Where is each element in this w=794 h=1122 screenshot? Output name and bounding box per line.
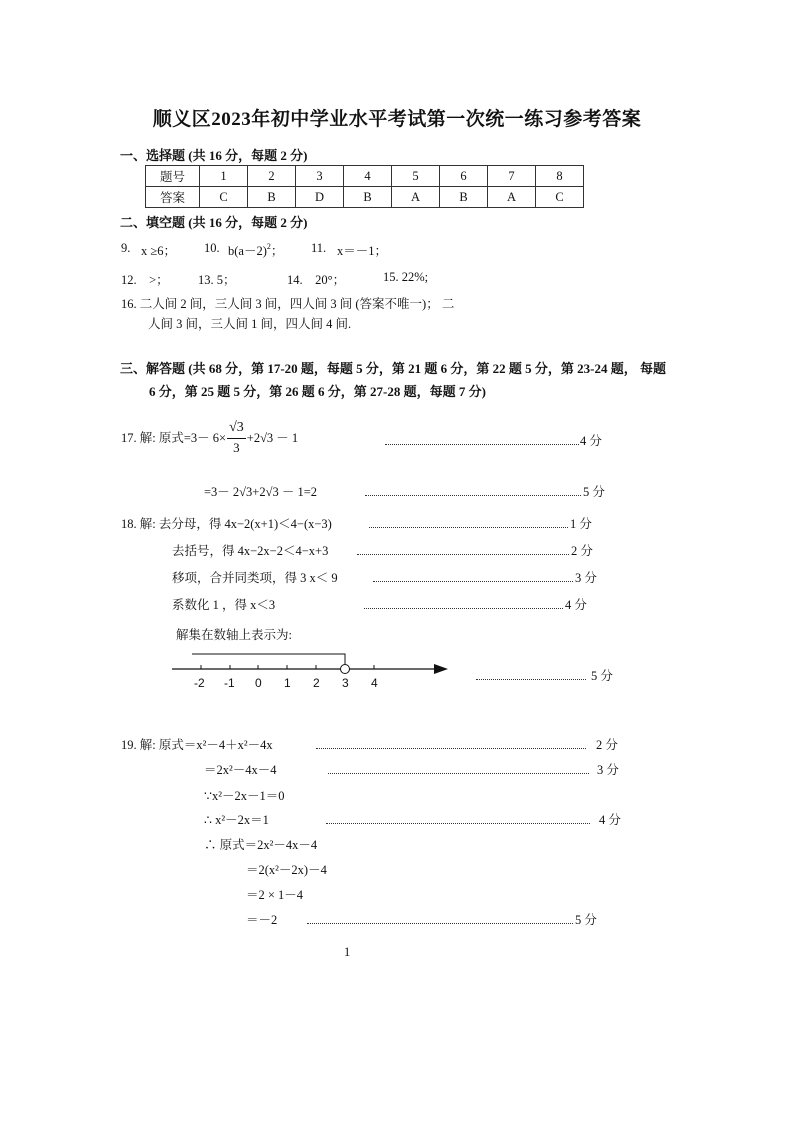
question-number: 6 (440, 166, 488, 187)
q19-score8: 5 分 (575, 913, 597, 927)
q19-score2: 3 分 (597, 763, 619, 777)
section2-heading: 二、填空题 (共 16 分，每题 2 分) (120, 215, 308, 230)
tick-label: 0 (255, 676, 262, 690)
q18-line3: 移项，合并同类项，得 3 x＜ 9 (172, 571, 338, 585)
score-leader (373, 581, 573, 582)
page-title: 顺义区2023年初中学业水平考试第一次统一练习参考答案 (152, 109, 642, 130)
q19-score4: 4 分 (599, 813, 621, 827)
tick-label: -1 (224, 676, 235, 690)
answer-cell: B (344, 187, 392, 208)
score-leader (328, 773, 589, 774)
tick-label: 1 (284, 676, 291, 690)
question-number: 5 (392, 166, 440, 187)
q18-line2: 去括号，得 4x−2x−2＜4−x+3 (172, 544, 329, 558)
q18-score1: 1 分 (570, 517, 592, 531)
score-leader (326, 823, 590, 824)
table-row (146, 187, 584, 208)
q19-line8: ＝－2 (246, 913, 278, 927)
question-number: 4 (344, 166, 392, 187)
score-leader (385, 444, 579, 445)
q17-score2: 5 分 (583, 485, 605, 499)
answer-11: x＝－1； (337, 244, 388, 258)
answer-cell: A (392, 187, 440, 208)
q18-line4: 系数化 1 ，得 x＜3 (172, 598, 276, 612)
page-number: 1 (344, 945, 351, 959)
question-number: 3 (296, 166, 344, 187)
q17-rest: +2√3 － 1 (246, 431, 299, 445)
tick-label: 3 (342, 676, 349, 690)
answer-cell: C (200, 187, 248, 208)
q18-line1: 18. 解: 去分母，得 4x−2(x+1)＜4−(x−3) (121, 517, 332, 531)
score-leader (357, 554, 569, 555)
score-leader (365, 495, 581, 496)
question-number: 8 (536, 166, 584, 187)
answer-table (145, 165, 584, 208)
question-number: 2 (248, 166, 296, 187)
tick-label: 2 (313, 676, 320, 690)
q18-score5: 5 分 (591, 669, 613, 683)
answer-9: x ≥6； (141, 244, 176, 258)
answer-16-line1: 16. 二人间 2 间，三人间 3 间，四人间 3 间 (答案不唯一)； 二 (121, 297, 455, 311)
answer-cell: D (296, 187, 344, 208)
tick-label: 4 (371, 676, 378, 690)
table-row (146, 166, 584, 187)
q18-score2: 2 分 (571, 544, 593, 558)
q17-fraction-denominator: 3 (233, 439, 240, 455)
number-line (168, 645, 458, 680)
answer-13: 13. 5； (198, 273, 236, 287)
answer-10-text: b(a－2) (228, 244, 267, 258)
score-leader (476, 679, 586, 680)
q18-score4: 4 分 (565, 598, 587, 612)
answer-10-end: ； (270, 244, 284, 258)
answer-11-number: 11. (311, 241, 327, 255)
q19-line2: ＝2x²－4x－4 (204, 763, 277, 777)
q17-line1 (121, 415, 298, 459)
open-circle-marker (341, 665, 350, 674)
answer-15: 15. 22%; (383, 270, 429, 284)
answer-14: 14. 20°； (287, 273, 346, 287)
section1-heading: 一、选择题 (共 16 分，每题 2 分) (120, 148, 308, 163)
score-leader (307, 923, 573, 924)
answer-cell: B (248, 187, 296, 208)
answer-10 (228, 241, 283, 259)
answer-10-number: 10. (204, 241, 220, 255)
question-number: 1 (200, 166, 248, 187)
q19-line3: ∵x²－2x－1＝0 (204, 789, 285, 803)
score-leader (369, 527, 568, 528)
q17-fraction (227, 418, 246, 457)
answer-cell: B (440, 187, 488, 208)
number-line-arrow (434, 664, 448, 674)
answer-16-line2: 人间 3 间，三人间 1 间，四人间 4 间. (148, 317, 352, 331)
q17-line2: =3－ 2√3+2√3 － 1=2 (204, 485, 317, 499)
tick-label: -2 (194, 676, 205, 690)
q17-label: 17. 解: 原式=3－ 6× (121, 431, 227, 445)
solution-set-ray (192, 654, 345, 664)
q19-line5: ∴ 原式＝2x²－4x－4 (204, 838, 318, 852)
q17-score1: 4 分 (580, 434, 602, 448)
q18-score3: 3 分 (575, 571, 597, 585)
answer-cell: C (536, 187, 584, 208)
q17-fraction-numerator: √3 (227, 418, 246, 439)
row-header-question: 题号 (146, 166, 200, 187)
q18-line5: 解集在数轴上表示为: (176, 628, 292, 642)
q19-line1: 19. 解: 原式＝x²－4＋x²－4x (121, 738, 273, 752)
answer-cell: A (488, 187, 536, 208)
row-header-answer: 答案 (146, 187, 200, 208)
q19-score1: 2 分 (596, 738, 618, 752)
q19-line4: ∴ x²－2x＝1 (204, 813, 269, 827)
q19-line6: ＝2(x²－2x)－4 (246, 863, 327, 877)
section3-heading-line1: 三、解答题 (共 68 分，第 17-20 题，每题 5 分，第 21 题 6 分，第 22 题 5 分，第 23-24 题， 每题 (120, 361, 666, 376)
answer-10-exponent: 2 (266, 242, 271, 251)
section3-heading-line2: 6 分，第 25 题 5 分，第 26 题 6 分，第 27-28 题，每题 7 分) (149, 384, 486, 399)
q19-line7: ＝2 × 1－4 (246, 888, 304, 902)
answer-12: 12. >； (121, 273, 169, 287)
score-leader (316, 748, 586, 749)
score-leader (364, 608, 563, 609)
answer-9-number: 9. (121, 241, 131, 255)
question-number: 7 (488, 166, 536, 187)
